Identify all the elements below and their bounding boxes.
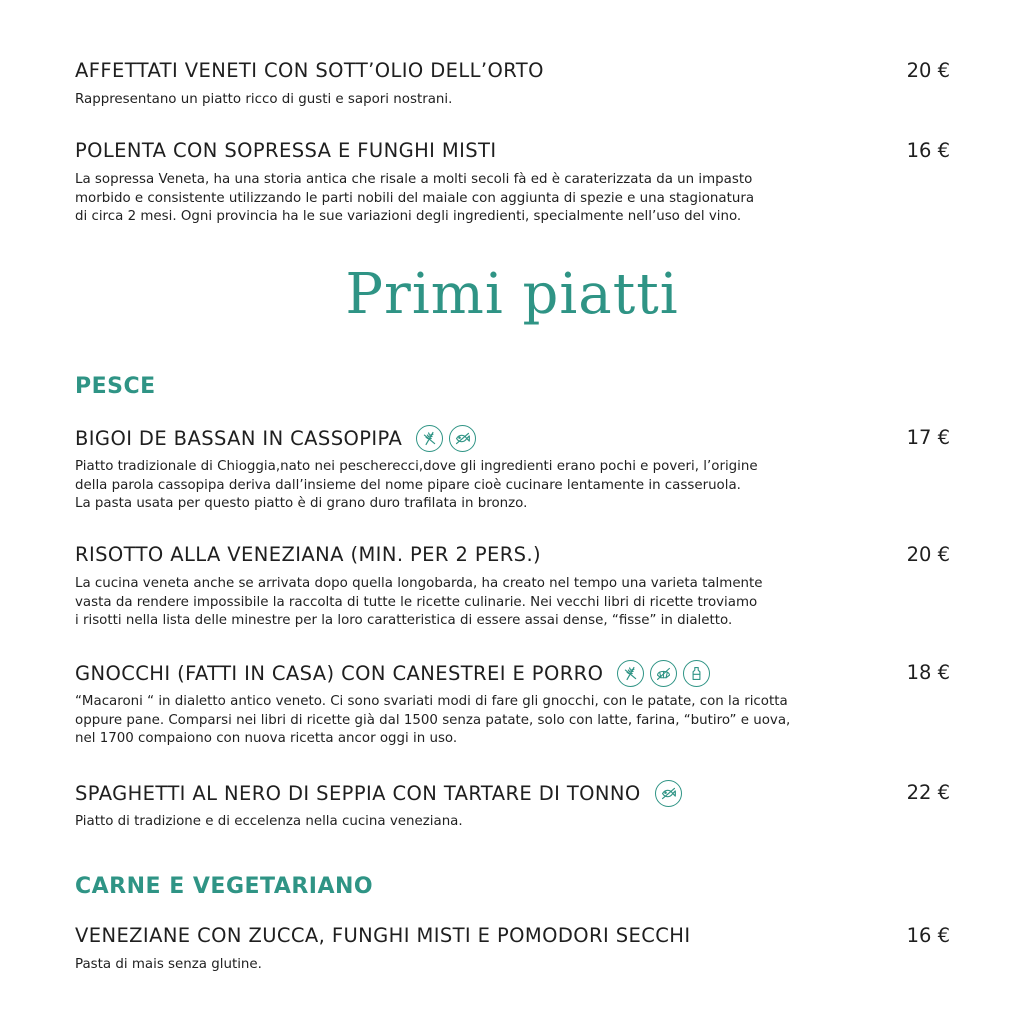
- dish-description: Pasta di mais senza glutine.: [75, 957, 262, 972]
- menu-item: [75, 923, 950, 975]
- dish-price: 17 €: [906, 426, 950, 449]
- menu-item: [75, 660, 950, 749]
- shellfish-icon: [650, 660, 677, 687]
- dish-name: [75, 780, 682, 807]
- dish-name: POLENTA CON SOPRESSA E FUNGHI MISTI: [75, 139, 497, 162]
- dish-price: 16 €: [906, 924, 950, 947]
- dish-description: Rappresentano un piatto ricco di gusti e sapori nostrani.: [75, 92, 453, 107]
- gluten-icon: [416, 425, 443, 452]
- dish-price: 18 €: [906, 661, 950, 684]
- dish-description: “Macaroni “ in dialetto antico veneto. Ci sono svariati modi di fare gli gnocchi, con le patate, con la ricotta oppure pane. Comparsi nei libri di ricette già dal 1500 senza patate, solo con latte, farina, “butiro” e uova, nel 1700 compaiono con nuova ricetta ancor oggi in uso.: [75, 694, 791, 746]
- dish-name-text: SPAGHETTI AL NERO DI SEPPIA CON TARTARE DI TONNO: [75, 781, 641, 805]
- section-title: Primi piatti: [345, 262, 679, 327]
- dish-price: 22 €: [906, 781, 950, 804]
- dish-description: Piatto di tradizione e di eccelenza nella cucina veneziana.: [75, 814, 463, 829]
- dish-name-text: BIGOI DE BASSAN IN CASSOPIPA: [75, 426, 403, 450]
- dish-description: La cucina veneta anche se arrivata dopo quella longobarda, ha creato nel tempo una varieta talmente vasta da rendere impossibile la raccolta di tutte le ricette culinarie. Nei vecchi libri di ricette troviamo i risotti nella lista delle minestre per la loro caratteristica di essere assai dense, “fisse” in dialetto.: [75, 576, 763, 628]
- dish-name: VENEZIANE CON ZUCCA, FUNGHI MISTI E POMODORI SECCHI: [75, 924, 691, 947]
- category-heading-carne: CARNE E VEGETARIANO: [75, 874, 374, 899]
- dish-name: [75, 660, 710, 687]
- gluten-icon: [617, 660, 644, 687]
- dish-price: 20 €: [906, 543, 950, 566]
- allergen-icons: [617, 660, 710, 687]
- dish-description: La sopressa Veneta, ha una storia antica che risale a molti secoli fà ed è caraterizzata da un impasto morbido e consistente utilizzando le parti nobili del maiale con aggiunta di spezie e una stagionatura di circa 2 mesi. Ogni provincia ha le sue variazioni degli ingredienti, specialmente nell’uso del vino.: [75, 172, 755, 224]
- menu-item: [75, 58, 950, 110]
- dish-price: 16 €: [906, 139, 950, 162]
- menu-item: [75, 425, 950, 514]
- dish-description: Piatto tradizionale di Chioggia,nato nei pescherecci,dove gli ingredienti erano pochi e poveri, l’origine della parola cassopipa deriva dall’insieme del nome pipare cioè cucinare lentamente in casseruola. La pasta usata per questo piatto è di grano duro trafilata in bronzo.: [75, 459, 758, 511]
- dish-name: [75, 425, 476, 452]
- fish-icon: [655, 780, 682, 807]
- dish-name: AFFETTATI VENETI CON SOTT’OLIO DELL’ORTO: [75, 59, 544, 82]
- allergen-icons: [416, 425, 476, 452]
- menu-item: [75, 138, 950, 227]
- dish-name: RISOTTO ALLA VENEZIANA (MIN. PER 2 PERS.): [75, 543, 542, 566]
- menu-item: [75, 780, 950, 832]
- menu-item: [75, 542, 950, 631]
- category-heading-pesce: PESCE: [75, 374, 156, 399]
- dish-name-text: GNOCCHI (FATTI IN CASA) CON CANESTREI E PORRO: [75, 661, 604, 685]
- allergen-icons: [655, 780, 682, 807]
- milk-icon: [683, 660, 710, 687]
- fish-icon: [449, 425, 476, 452]
- dish-price: 20 €: [906, 59, 950, 82]
